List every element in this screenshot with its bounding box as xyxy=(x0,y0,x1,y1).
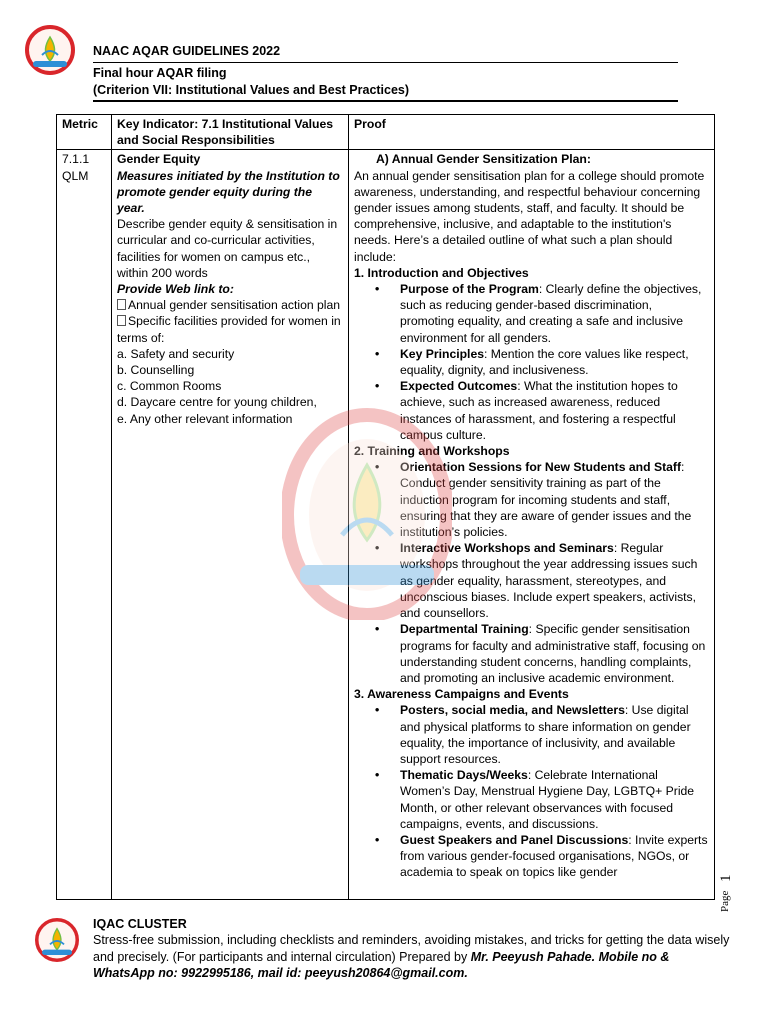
item-term: Purpose of the Program xyxy=(400,282,539,297)
list-item xyxy=(400,540,709,621)
item-text: : Use digital and physical platforms to share information on gender equality, the importance of inclusivity, and available support resources. xyxy=(400,703,691,766)
table-row xyxy=(57,150,715,900)
list-item xyxy=(400,346,709,378)
section-list xyxy=(354,459,709,686)
list-item xyxy=(400,281,709,346)
section-heading: 2. Training and Workshops xyxy=(354,444,510,459)
item-text: : Mention the core values like respect, equality, dignity, and inclusiveness. xyxy=(400,346,689,378)
header-criterion: (Criterion VII: Institutional Values and Best Practices) xyxy=(93,82,678,102)
checkbox-icon xyxy=(117,299,126,310)
item-text: : Regular workshops throughout the year addressing issues such as gender equality, harassment, stereotypes, and unconscious biases. Include expert speakers, activists, and counsellors. xyxy=(400,541,698,621)
item-text: : Clearly define the objectives, such as reducing gender-based discrimination, promoting equality, and creating a safe and inclusive environment for all genders. xyxy=(400,282,702,345)
link-item-label: Specific facilities provided for women in terms of: xyxy=(117,314,341,345)
header-proof: Proof xyxy=(349,115,715,150)
header-metric: Metric xyxy=(57,115,112,150)
item-text: : What the institution hopes to achieve, such as increased awareness, reduced instances of harassment, and fostering a respectful campus culture. xyxy=(400,379,678,442)
list-item xyxy=(400,459,709,540)
section-list xyxy=(354,702,709,880)
item-text: : Conduct gender sensitivity training as part of the induction program for incoming students and staff, ensuring that they are aware of gender issues and the institution’s policies. xyxy=(400,460,692,540)
facility-item: b. Counselling xyxy=(117,363,195,378)
section-list xyxy=(354,281,709,443)
item-term: Posters, social media, and Newsletters xyxy=(400,703,625,718)
metric-id: 7.1.1 xyxy=(62,152,90,167)
link-item xyxy=(117,297,343,313)
iqac-logo-top xyxy=(25,25,75,75)
indicator-title: Gender Equity xyxy=(117,152,201,167)
item-term: Departmental Training xyxy=(400,622,529,637)
item-term: Orientation Sessions for New Students and Staff xyxy=(400,460,682,475)
footer-author: Mr. Peeyush Pahade. Mobile no & WhatsApp no: 9922995186, mail id: peeyush20864@gmail.com. xyxy=(93,949,670,981)
iqac-cluster-logo-icon xyxy=(25,25,75,75)
facility-item: d. Daycare centre for young children, xyxy=(117,395,317,410)
footer-description: Stress-free submission, including checklists and reminders, avoiding mistakes, and tricks for getting the data wisely and precisely. (For participants and internal circulation) Prepared by xyxy=(93,933,730,964)
item-term: Guest Speakers and Panel Discussions xyxy=(400,832,629,847)
footer-body xyxy=(93,932,733,981)
indicator-emphasis: Measures initiated by the Institution to promote gender equity during the year. xyxy=(117,168,340,216)
iqac-logo-footer xyxy=(35,918,79,962)
document-footer xyxy=(93,916,733,982)
table-header-row xyxy=(57,115,715,150)
header-indicator: Key Indicator: 7.1 Institutional Values and Social Responsibilities xyxy=(112,115,349,150)
web-link-label: Provide Web link to: xyxy=(117,282,234,297)
proof-cell xyxy=(349,150,715,900)
plan-heading: A) Annual Gender Sensitization Plan: xyxy=(376,152,591,167)
footer-title: IQAC CLUSTER xyxy=(93,917,187,931)
plan-intro: An annual gender sensitisation plan for a college should promote awareness, understanding, and respectful behaviour concerning gender issues among students, staff, and faculty. It should be comprehensive, inclusive, and adaptable to the institution's needs. Here’s a detailed outline of what such a plan should include: xyxy=(354,168,705,264)
item-term: Interactive Workshops and Seminars xyxy=(400,541,614,556)
item-term: Expected Outcomes xyxy=(400,379,518,394)
metric-type: QLM xyxy=(62,168,89,183)
item-term: Thematic Days/Weeks xyxy=(400,768,528,783)
indicator-cell xyxy=(112,150,349,900)
item-text: : Specific gender sensitisation programs for faculty and administrative staff, focusing on understanding student concerns, handling complaints, and promoting an inclusive academic environment. xyxy=(400,622,706,685)
facility-item: e. Any other relevant information xyxy=(117,411,293,426)
page-label: Page xyxy=(719,890,731,912)
list-item xyxy=(400,702,709,767)
section-heading: 3. Awareness Campaigns and Events xyxy=(354,687,569,702)
page-number-value: 1 xyxy=(718,874,734,882)
checkbox-icon xyxy=(117,315,126,326)
facility-item: c. Common Rooms xyxy=(117,379,222,394)
document-header xyxy=(93,43,678,102)
header-subtitle: Final hour AQAR filing xyxy=(93,66,227,80)
item-term: Key Principles xyxy=(400,346,484,361)
header-title: NAAC AQAR GUIDELINES 2022 xyxy=(93,43,678,63)
link-item xyxy=(117,313,343,345)
list-item xyxy=(400,767,709,832)
iqac-cluster-logo-icon xyxy=(35,918,79,962)
page-number xyxy=(716,868,738,916)
criterion-table xyxy=(56,114,715,900)
list-item xyxy=(400,621,709,686)
link-item-label: Annual gender sensitisation action plan xyxy=(128,298,341,313)
list-item xyxy=(400,832,709,881)
section-heading: 1. Introduction and Objectives xyxy=(354,265,529,280)
item-text: : Celebrate International Women’s Day, Menstrual Hygiene Day, LGBTQ+ Pride Month, or other relevant observances with focused campaigns, events, and discussions. xyxy=(400,768,695,831)
facility-item: a. Safety and security xyxy=(117,346,235,361)
item-text: : Invite experts from various gender-focused organisations, NGOs, or academia to speak on topics like gender xyxy=(400,832,708,880)
indicator-description: Describe gender equity & sensitisation in curricular and co-curricular activities, facilities for women on campus etc., within 200 words xyxy=(117,217,338,280)
metric-cell xyxy=(57,150,112,900)
list-item xyxy=(400,378,709,443)
